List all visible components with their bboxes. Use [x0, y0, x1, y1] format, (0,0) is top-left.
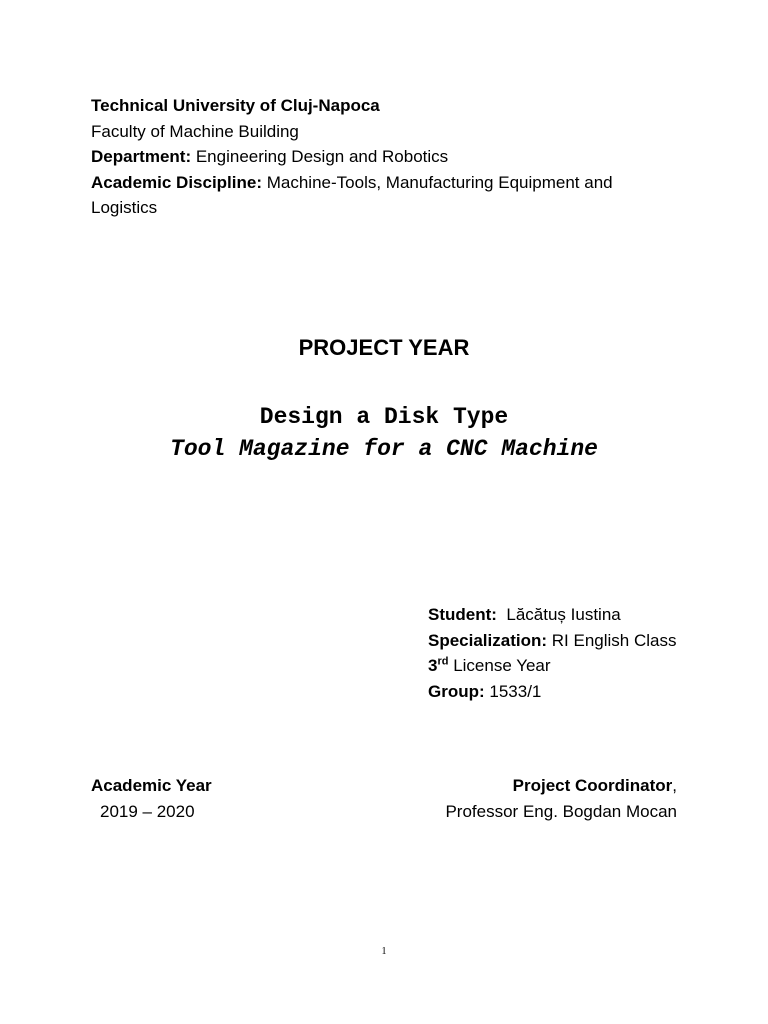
title-line-1: Design a Disk Type: [259, 404, 509, 430]
group-label: Group:: [428, 681, 485, 701]
specialization-label: Specialization:: [428, 630, 548, 650]
department-line: [91, 144, 691, 170]
student-name: Lăcătuș Iustina: [496, 605, 621, 624]
academic-year-value: 2019 – 2020: [100, 802, 195, 821]
discipline-label: Academic Discipline:: [91, 172, 263, 192]
academic-year-block: [91, 773, 212, 825]
student-label: Student:: [428, 605, 497, 624]
page-number: 1: [381, 946, 387, 957]
specialization-line: [428, 628, 748, 654]
institution-header: [91, 93, 691, 221]
project-year-heading: PROJECT YEAR: [298, 335, 470, 360]
coordinator-comma: ,: [672, 776, 677, 795]
specialization-value: RI English Class: [547, 630, 677, 650]
coordinator-block: [445, 773, 677, 825]
coordinator-label-line: [445, 773, 677, 799]
department-label: Department:: [91, 147, 192, 166]
license-year-line: [428, 653, 748, 679]
discipline-value: Machine-Tools, Manufacturing Equipment and: [262, 172, 613, 192]
year-text: License Year: [448, 656, 551, 675]
coordinator-name: Professor Eng. Bogdan Mocan: [445, 802, 677, 821]
student-info: [428, 602, 748, 704]
university-name: Technical University of Cluj-Napoca: [91, 96, 380, 115]
project-title: [0, 401, 768, 465]
discipline-value-continued: Logistics: [91, 198, 158, 217]
coordinator-label: Project Coordinator: [512, 776, 673, 795]
year-number: 3: [428, 656, 438, 675]
title-line-2: Tool Magazine for a CNC Machine: [170, 436, 598, 462]
year-suffix: rd: [437, 655, 449, 668]
student-line: [428, 602, 748, 628]
faculty-name: Faculty of Machine Building: [91, 121, 299, 141]
discipline-line: [91, 170, 691, 196]
academic-year-label: Academic Year: [91, 776, 212, 795]
group-line: [428, 679, 748, 705]
department-value: Engineering Design and Robotics: [191, 147, 449, 166]
group-value: 1533/1: [484, 681, 542, 701]
